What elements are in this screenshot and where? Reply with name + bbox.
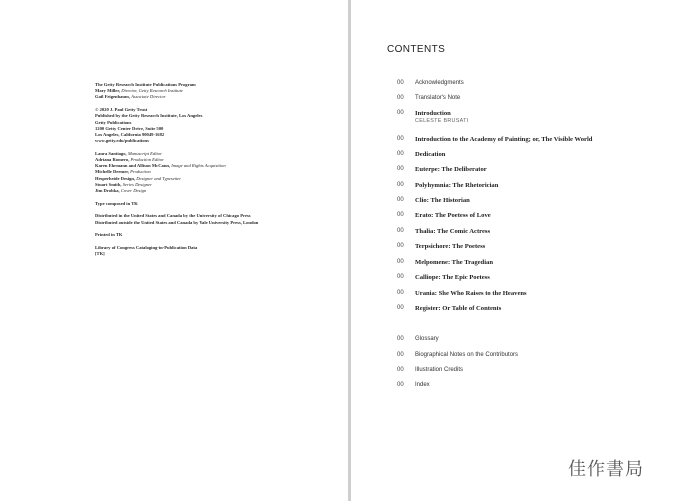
- colophon-line-text: Hesperheide Design,: [95, 175, 137, 181]
- contents-page-number: 00: [397, 382, 404, 388]
- contents-entry-title: Biographical Notes on the Contributors: [415, 352, 519, 358]
- colophon-line: [95, 94, 335, 100]
- colophon-line-text: www.getty.edu/publications: [95, 138, 149, 144]
- colophon-line-text: [TK]: [95, 251, 105, 257]
- colophon-line-role: Manuscript Editor: [127, 150, 162, 156]
- contents-entry-title: Introduction to the Academy of Painting; or, The Visible World: [415, 136, 593, 143]
- contents-page-number: 00: [397, 274, 404, 280]
- colophon-line-text: Published by the Getty Research Institute, Los Angeles: [95, 113, 203, 119]
- colophon-line-text: Laura Santiago,: [95, 150, 128, 156]
- contents-entry-title: Calliope: The Epic Poetess: [415, 274, 490, 281]
- colophon-line-text: Type composed in TK: [95, 200, 138, 206]
- colophon-line-text: Distributed outside the United States and Canada by Yale University Press, London: [95, 219, 259, 225]
- contents-page-number: 00: [397, 336, 404, 342]
- colophon-line-text: Gail Feigenbaum,: [95, 94, 132, 100]
- colophon-line: [95, 232, 335, 238]
- left-page: [0, 0, 348, 501]
- contents-entry-title: Illustration Credits: [415, 367, 464, 373]
- contents-entry-title: Acknowledgments: [415, 80, 464, 86]
- contents-entry-title: Glossary: [415, 336, 439, 342]
- colophon-line-text: © 2020 J. Paul Getty Trust: [95, 107, 148, 113]
- colophon-line-text: Michelle Deemer,: [95, 169, 131, 175]
- colophon-line-role: Associate Director: [131, 94, 166, 100]
- contents-entry-title: Terpsichore: The Poetess: [415, 243, 486, 250]
- contents-page-number: 00: [397, 182, 404, 188]
- colophon-block: [95, 201, 335, 207]
- contents-page-number: 00: [397, 151, 404, 157]
- contents-entry-title: Erato: The Poetess of Love: [415, 212, 491, 219]
- colophon-line-role: Designer and Typesetter: [136, 175, 182, 181]
- colophon-line: [95, 201, 335, 207]
- colophon-line-role: Production: [130, 169, 151, 175]
- contents-entry-title: Clio: The Historian: [415, 197, 470, 204]
- contents-page-number: 00: [397, 197, 404, 203]
- contents-entry-title: Index: [415, 382, 430, 388]
- colophon-line-text: Distributed in the United States and Canada by the University of Chicago Press: [95, 213, 251, 219]
- contents-entry-author: CELESTE BRUSATI: [415, 118, 469, 124]
- colophon-line-role: Image and Rights Acquisition: [171, 163, 226, 169]
- colophon-block: [95, 107, 335, 144]
- contents-page-number: 00: [397, 259, 404, 265]
- colophon-line-text: Getty Publications: [95, 119, 132, 125]
- publisher-watermark: 佳作書局: [568, 459, 644, 480]
- contents-page-number: 00: [397, 110, 404, 116]
- colophon-line-role: Cover Design: [120, 188, 147, 194]
- contents-page-number: 00: [397, 305, 404, 311]
- contents-page-number: 00: [397, 166, 404, 172]
- contents-entry-title: Dedication: [415, 151, 446, 158]
- colophon-line-text: Stuart Smith,: [95, 181, 123, 187]
- contents-page-number: 00: [397, 367, 404, 373]
- contents-page-number: 00: [397, 290, 404, 296]
- contents-entry-title: Register: Or Table of Contents: [415, 305, 502, 312]
- colophon-line: [95, 251, 335, 257]
- contents-page-number: 00: [397, 352, 404, 358]
- colophon-line-role: Production Editor: [130, 157, 164, 163]
- colophon: [95, 82, 335, 264]
- right-page: [351, 0, 700, 501]
- contents-entry-title: Thalia: The Comic Actress: [415, 228, 491, 235]
- contents-entry-title: Melpomene: The Tragedian: [415, 259, 494, 266]
- contents-entry-title: Urania: She Who Raises to the Heavens: [415, 290, 527, 297]
- contents-heading: CONTENTS: [387, 44, 446, 55]
- contents-page-number: 00: [397, 136, 404, 142]
- colophon-line: [95, 188, 335, 194]
- contents-entry-title: Polyhymnia: The Rhetorician: [415, 182, 499, 189]
- contents-entry-title: Introduction: [415, 110, 451, 117]
- colophon-line-text: Printed in TK: [95, 232, 123, 238]
- colophon-line-text: Los Angeles, California 90049-1682: [95, 131, 165, 137]
- contents-entry-title: Euterpe: The Deliberator: [415, 166, 487, 173]
- colophon-line-text: 1200 Getty Center Drive, Suite 500: [95, 125, 164, 131]
- contents-page-number: 00: [397, 95, 404, 101]
- contents-page-number: 00: [397, 80, 404, 86]
- colophon-block: [95, 213, 335, 225]
- contents-page-number: 00: [397, 243, 404, 249]
- colophon-line-text: Karen Ehrmann and Allison McCann,: [95, 163, 172, 169]
- colophon-line-text: Mary Miller,: [95, 88, 122, 94]
- colophon-line-role: Series Designer: [122, 181, 152, 187]
- colophon-block: [95, 232, 335, 238]
- colophon-line: [95, 220, 335, 226]
- contents-entry-title: Translator's Note: [415, 95, 461, 101]
- colophon-line-text: Library of Congress Cataloging-in-Publication Data: [95, 245, 198, 251]
- colophon-line-role: Director, Getty Research Institute: [121, 88, 183, 94]
- colophon-line: [95, 138, 335, 144]
- colophon-block: [95, 245, 335, 257]
- colophon-line-text: The Getty Research Institute Publications Program: [95, 82, 196, 87]
- contents-page-number: 00: [397, 212, 404, 218]
- colophon-block: [95, 82, 335, 101]
- colophon-line-text: Adriana Romero,: [95, 157, 131, 163]
- colophon-block: [95, 151, 335, 194]
- colophon-line-text: Jim Drobka,: [95, 188, 121, 194]
- contents-page-number: 00: [397, 228, 404, 234]
